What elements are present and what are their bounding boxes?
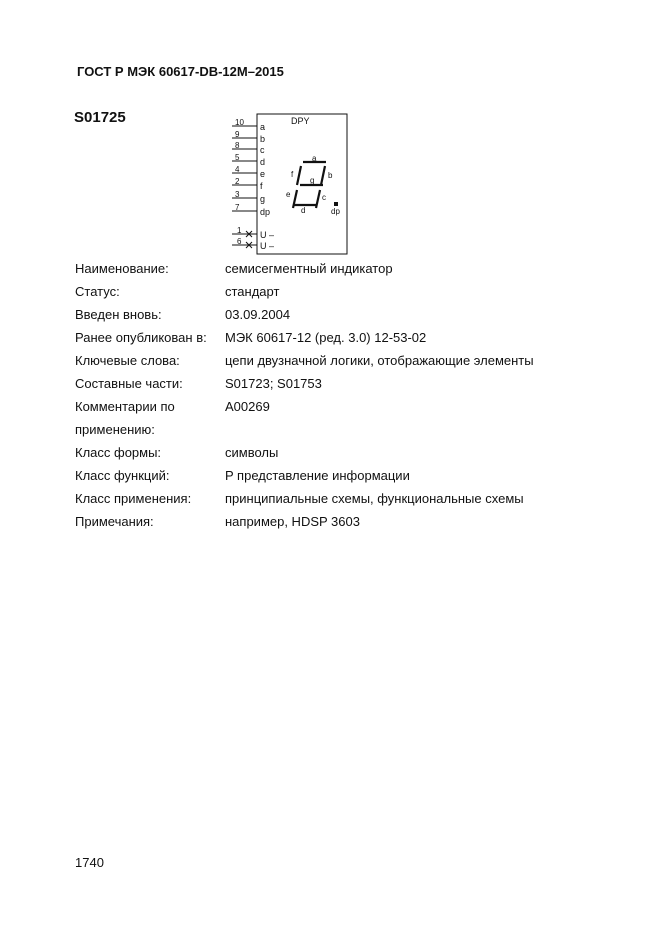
field-value: A00269 [225, 399, 270, 414]
power-pin-number: 1 [237, 226, 242, 235]
seg-label-dp: dp [331, 207, 340, 216]
pin-number: 8 [235, 141, 240, 150]
pin-name: g [260, 194, 266, 204]
field-label: Комментарии по [75, 399, 175, 414]
seg-label-b: b [328, 171, 333, 180]
field-label: Введен вновь: [75, 307, 162, 322]
field-label: Класс применения: [75, 491, 192, 506]
field-value: S01723; S01753 [225, 376, 322, 391]
power-pin-name: U – [260, 230, 275, 240]
field-label: Статус: [75, 284, 120, 299]
pin-name: b [260, 134, 266, 144]
pin-name: c [260, 145, 265, 155]
field-value: 03.09.2004 [225, 307, 291, 322]
pin-number: 2 [235, 177, 240, 186]
page-number: 1740 [75, 855, 104, 870]
pin-number: 9 [235, 130, 240, 139]
field-label: применению: [75, 422, 155, 437]
pin-number: 10 [235, 118, 244, 127]
seg-label-g: g [310, 176, 315, 185]
pin-name: a [260, 122, 266, 132]
field-value: стандарт [225, 284, 280, 299]
pin-name: d [260, 157, 266, 167]
field-value: МЭК 60617-12 (ред. 3.0) 12-53-02 [225, 330, 427, 345]
seg-label-a: a [312, 154, 317, 163]
symbol-code: S01725 [74, 109, 126, 126]
field-value: принципиальные схемы, функциональные схемы [225, 491, 524, 506]
field-label: Наименование: [75, 261, 169, 276]
field-label: Ранее опубликован в: [75, 330, 207, 345]
field-label: Ключевые слова: [75, 353, 180, 368]
pin-number: 3 [235, 190, 240, 199]
field-value: семисегментный индикатор [225, 261, 393, 276]
segment-b [321, 166, 325, 185]
seven-segment-symbol-diagram [225, 110, 355, 260]
seg-label-c: c [322, 193, 326, 202]
pin-number: 7 [235, 203, 240, 212]
field-label: Класс функций: [75, 468, 170, 483]
field-label: Примечания: [75, 514, 154, 529]
pin-number: 4 [235, 165, 240, 174]
field-label: Класс формы: [75, 445, 162, 460]
segment-dp [334, 202, 338, 206]
field-value: P представление информации [225, 468, 410, 483]
power-pin-name: U – [260, 241, 275, 251]
field-label: Составные части: [75, 376, 183, 391]
pin-number: 5 [235, 153, 240, 162]
pin-name: f [260, 181, 263, 191]
standard-header: ГОСТ Р МЭК 60617-DB-12M–2015 [77, 64, 284, 79]
seg-label-e: e [286, 190, 291, 199]
pin-name: e [260, 169, 266, 179]
seg-label-d: d [301, 206, 306, 215]
field-value: цепи двузначной логики, отображающие элементы [225, 353, 534, 368]
symbol-title: DPY [291, 116, 310, 126]
field-value: например, HDSP 3603 [225, 514, 360, 529]
power-pin-number: 6 [237, 237, 242, 246]
segment-f [297, 166, 301, 185]
pin-name: dp [260, 207, 271, 217]
field-value: символы [225, 445, 279, 460]
seg-label-f: f [291, 170, 294, 179]
